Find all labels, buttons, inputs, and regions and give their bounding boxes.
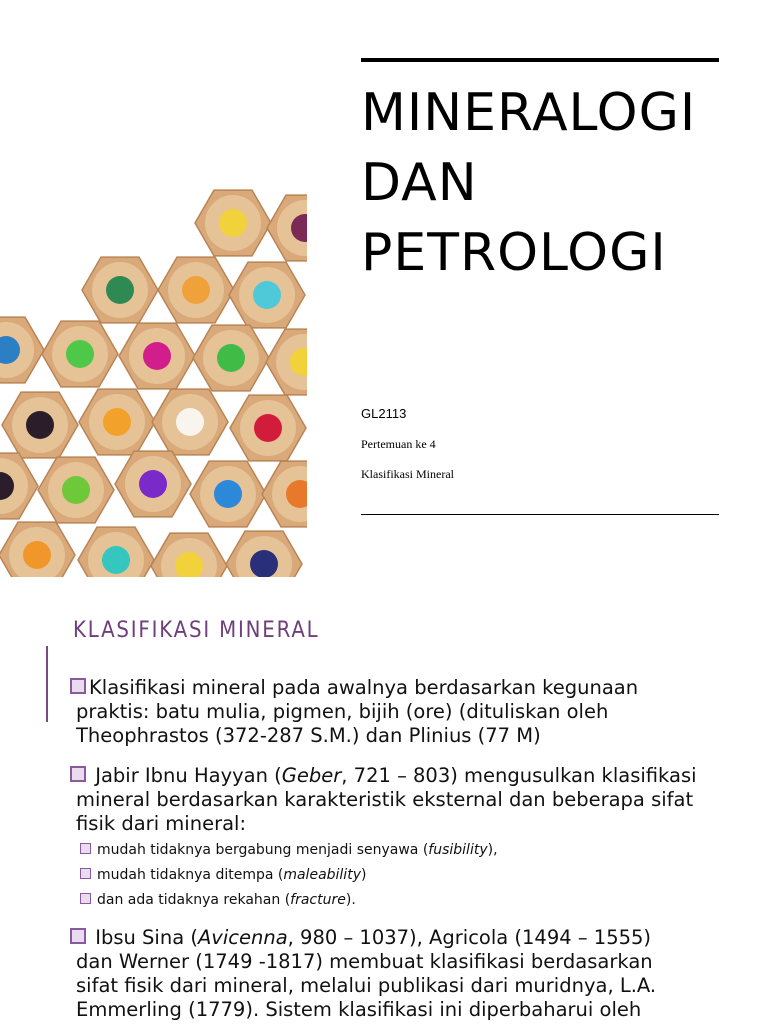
pencil-end-icon [78, 527, 154, 577]
pencil-end-icon [266, 329, 307, 395]
paragraph-3 [70, 926, 750, 1022]
checkbox-bullet-icon [80, 843, 91, 854]
p1-line-2: praktis: batu mulia, pigmen, bijih (ore) (dituliskan oleh [76, 700, 609, 723]
pencil-end-icon [193, 325, 269, 391]
content-slide [0, 590, 768, 1024]
pencil-end-icon [42, 321, 118, 387]
sub-item-text: mudah tidaknya bergabung menjadi senyawa ( [97, 842, 429, 858]
page-title [361, 78, 741, 288]
paragraph-1 [70, 676, 750, 748]
p2-line-1-post: , 721 – 803) mengusulkan klasifikasi [341, 764, 697, 787]
p3-line-2: dan Werner (1749 -1817) membuat klasifikasi berdasarkan [76, 950, 653, 973]
p3-line-4: Emmerling (1779). Sistem klasifikasi ini diperbaharui oleh [76, 998, 642, 1021]
section-heading: KLASIFIKASI MINERAL [73, 618, 320, 643]
pencil-end-icon [0, 522, 75, 577]
pencil-end-icon [82, 257, 158, 323]
pencil-end-icon [226, 531, 302, 577]
pencil-end-icon [262, 461, 307, 527]
sub-item-text-end: ) [360, 867, 367, 883]
p2-line-1-em: Geber [281, 764, 342, 787]
pencil-end-icon [115, 451, 191, 517]
pencil-end-icon [230, 395, 306, 461]
pencil-end-icon [158, 257, 234, 323]
pencil-end-icon [267, 195, 307, 261]
sub-list [80, 838, 498, 913]
course-code: GL2113 [361, 406, 407, 421]
sub-item-em: fusibility [428, 842, 488, 858]
p3-line-1-em: Avicenna [197, 926, 288, 949]
pencil-end-icon [2, 392, 78, 458]
p2-line-2: mineral berdasarkan karakteristik eksternal dan beberapa sifat [76, 788, 694, 811]
sub-item-text: dan ada tidaknya rekahan ( [97, 892, 291, 908]
checkbox-bullet-icon [80, 868, 91, 879]
sub-item [80, 888, 498, 913]
checkbox-bullet-icon [70, 678, 86, 694]
sub-item-text-end: ), [487, 842, 498, 858]
sub-item [80, 838, 498, 863]
p3-line-1-pre: Ibsu Sina ( [89, 926, 198, 949]
pencil-end-icon [0, 453, 38, 519]
pencil-end-icon [229, 262, 305, 328]
sub-item-text: mudah tidaknya ditempa ( [97, 867, 284, 883]
pencil-end-icon [152, 389, 228, 455]
title-top-rule [361, 58, 719, 62]
pencil-end-icon [151, 533, 227, 577]
sub-item-em: fracture [290, 892, 346, 908]
p3-line-3: sifat fisik dari mineral, melalui publikasi dari muridnya, L.A. [76, 974, 657, 997]
p3-line-1-post: , 980 – 1037), Agricola (1494 – 1555) [287, 926, 652, 949]
accent-bar [46, 646, 48, 722]
title-line-1: MINERALOGI [361, 83, 697, 143]
checkbox-bullet-icon [70, 766, 86, 782]
sub-item-text-end: ). [345, 892, 356, 908]
pencil-end-icon [0, 317, 44, 383]
colored-pencils-image [0, 0, 307, 577]
title-line-3: PETROLOGI [361, 223, 667, 283]
sub-item-em: maleability [283, 867, 361, 883]
pencil-end-icon [79, 389, 155, 455]
p2-line-1-pre: Jabir Ibnu Hayyan ( [89, 764, 282, 787]
pencil-end-icon [38, 457, 114, 523]
p1-line-1: Klasifikasi mineral pada awalnya berdasarkan kegunaan [89, 676, 639, 699]
sub-item [80, 863, 498, 888]
checkbox-bullet-icon [80, 893, 91, 904]
pencil-end-icon [119, 323, 195, 389]
meeting-number: Pertemuan ke 4 [361, 437, 436, 451]
paragraph-2 [70, 764, 750, 836]
title-line-2: DAN [361, 153, 478, 213]
pencil-end-icon [195, 190, 271, 256]
p1-line-3: Theophrastos (372-287 S.M.) dan Plinius (77 M) [76, 724, 541, 747]
subtitle-bottom-rule [361, 514, 719, 515]
pencil-end-icon [190, 461, 266, 527]
topic-label: Klasifikasi Mineral [361, 467, 454, 481]
p2-line-3: fisik dari mineral: [76, 812, 247, 835]
checkbox-bullet-icon [70, 928, 86, 944]
